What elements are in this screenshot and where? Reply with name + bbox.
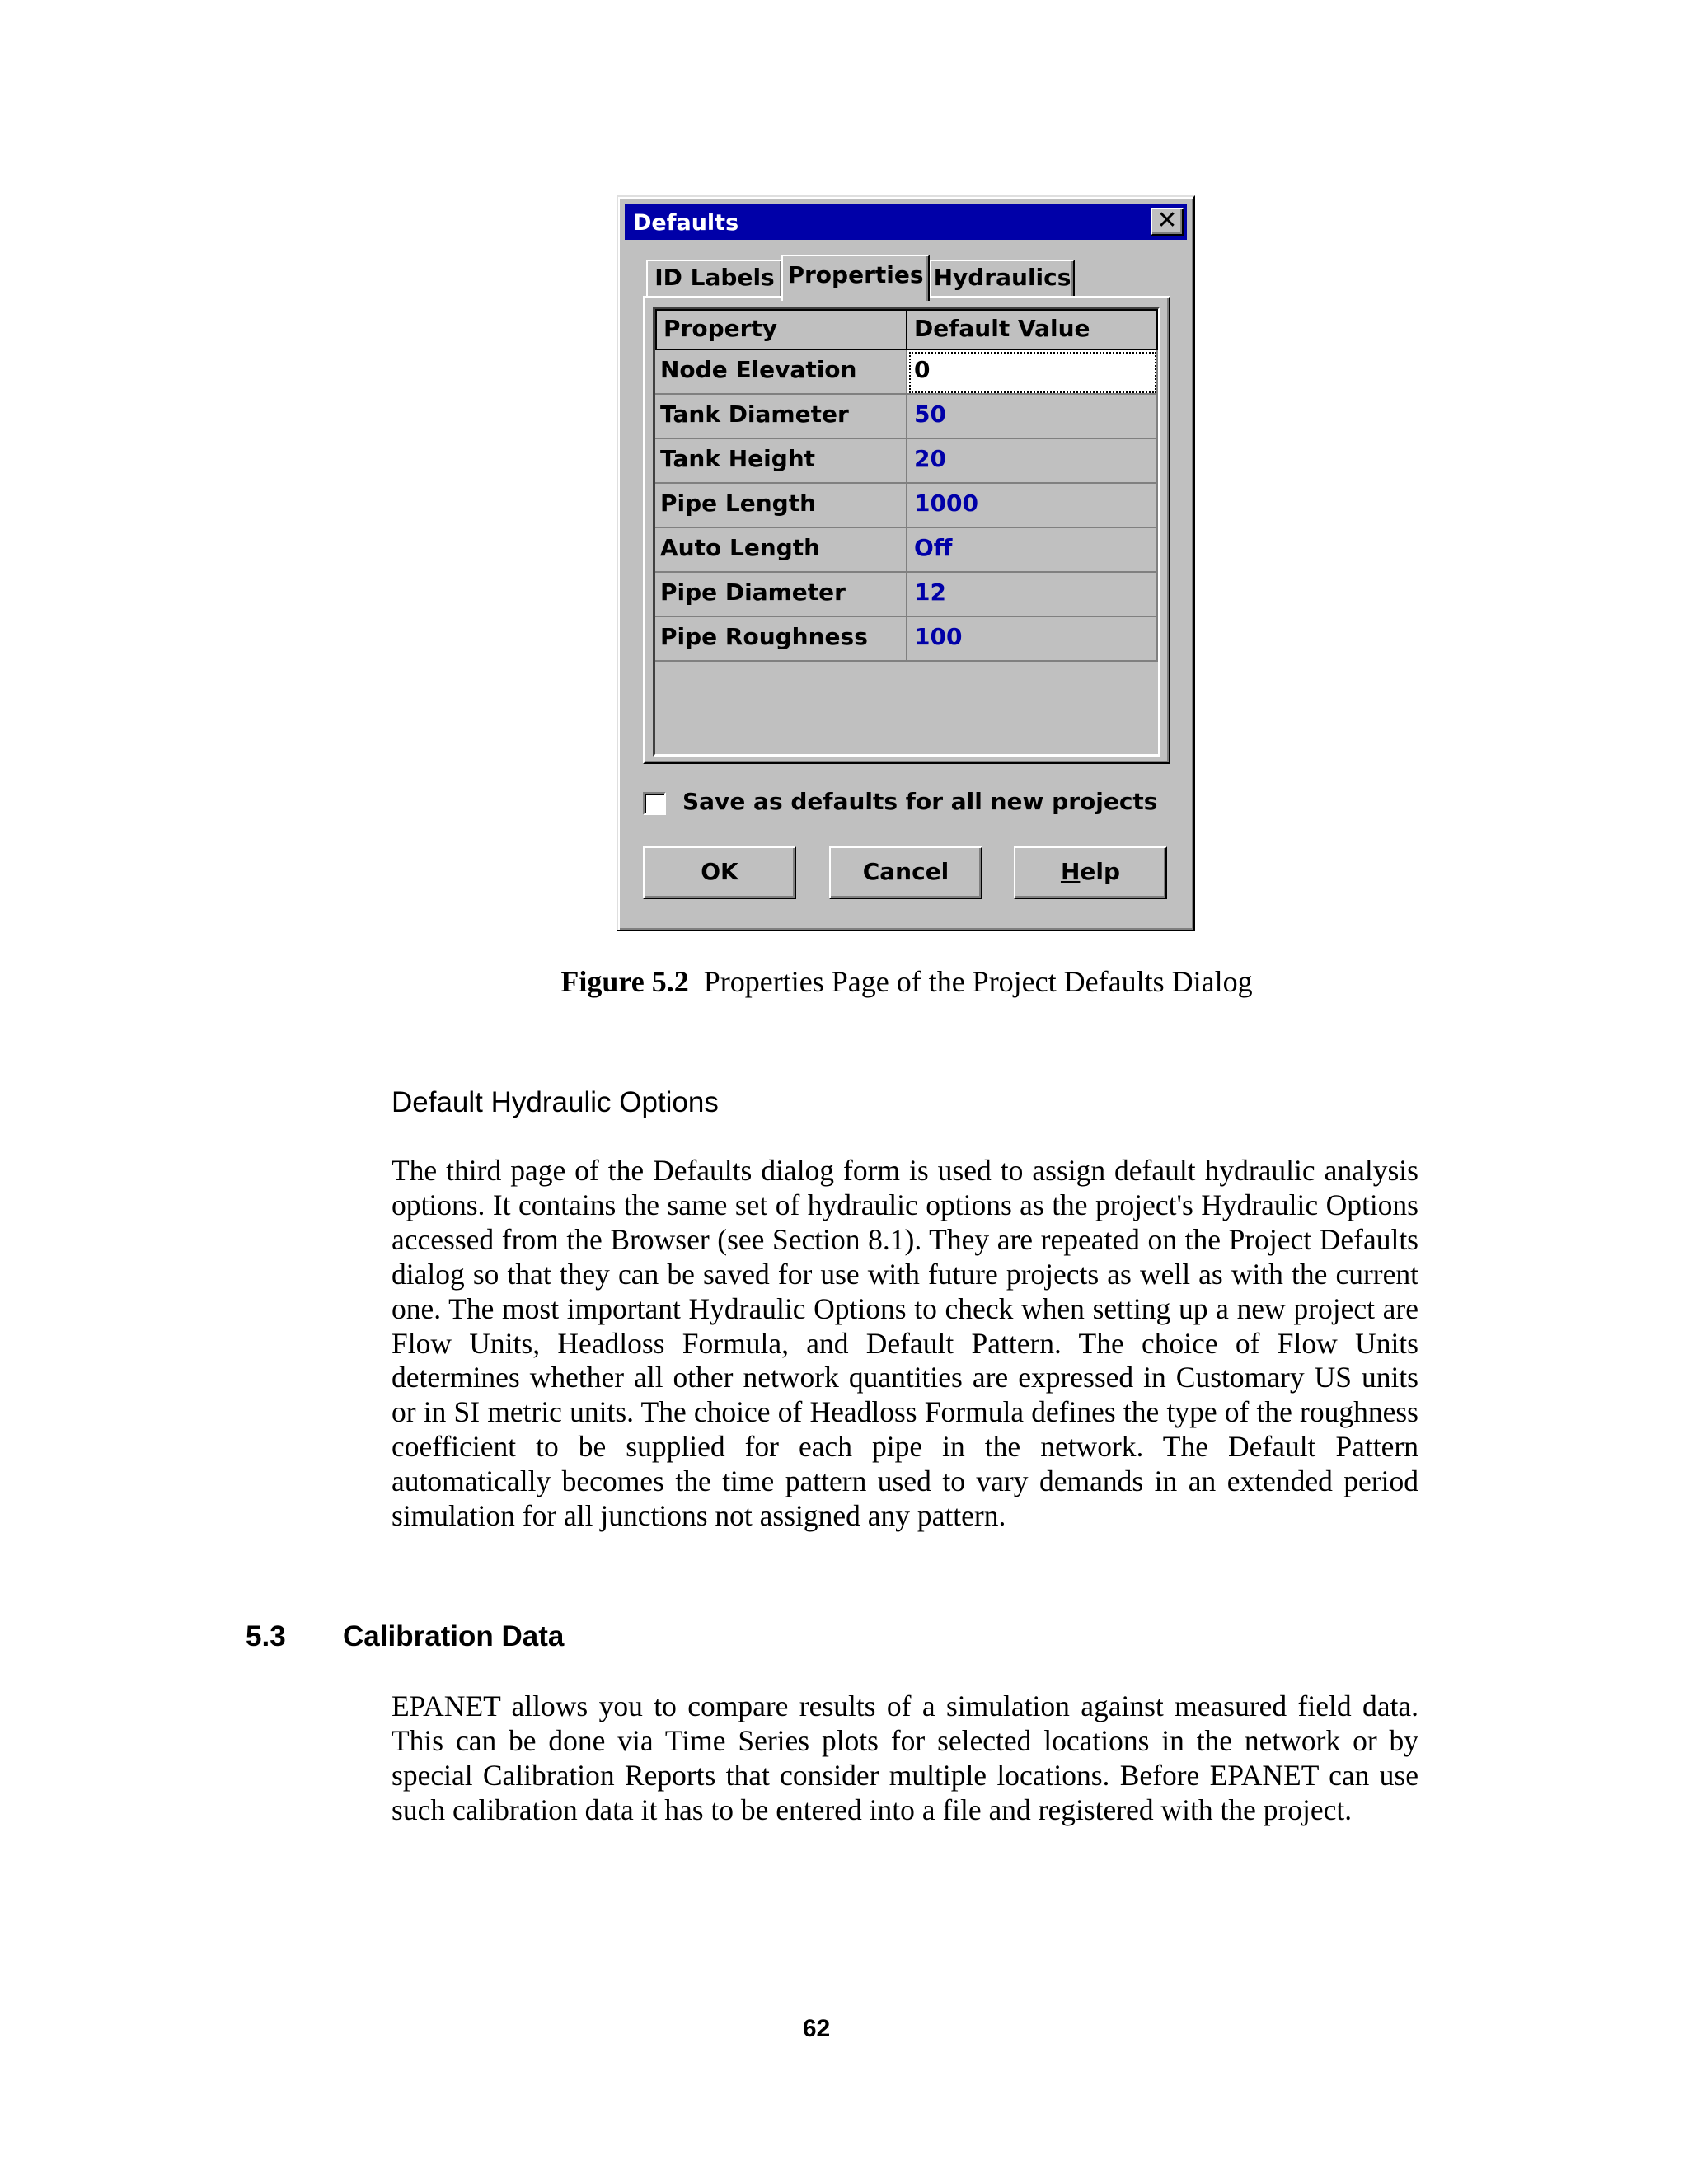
grid-value-auto-length[interactable]: Off bbox=[907, 528, 1158, 573]
save-defaults-label: Save as defaults for all new projects bbox=[682, 788, 1158, 815]
title-bar[interactable] bbox=[625, 204, 1187, 240]
grid-value-node-elevation[interactable]: 0 bbox=[907, 350, 1158, 395]
grid-header-property: Property bbox=[655, 309, 907, 350]
grid-value-tank-diameter[interactable]: 50 bbox=[907, 395, 1158, 439]
dialog-title: Defaults bbox=[633, 210, 739, 236]
help-button[interactable] bbox=[1014, 846, 1167, 899]
page-number: 62 bbox=[802, 2015, 831, 2042]
help-label: elp bbox=[1080, 858, 1121, 885]
section-number: 5.3 bbox=[246, 1620, 286, 1652]
grid-row-property: Node Elevation bbox=[655, 350, 907, 395]
section-title: Calibration Data bbox=[343, 1620, 565, 1652]
grid-value-pipe-diameter[interactable]: 12 bbox=[907, 573, 1158, 617]
figure-caption bbox=[0, 964, 1688, 999]
grid-row-property: Pipe Length bbox=[655, 484, 907, 528]
grid-row-property: Tank Diameter bbox=[655, 395, 907, 439]
figure-caption-text: Properties Page of the Project Defaults Dialog bbox=[703, 965, 1253, 998]
tab-id-labels[interactable]: ID Labels bbox=[646, 260, 783, 298]
tab-properties[interactable]: Properties bbox=[781, 255, 930, 301]
defaults-dialog bbox=[617, 195, 1195, 931]
grid-value-tank-height[interactable]: 20 bbox=[907, 439, 1158, 484]
ok-button[interactable]: OK bbox=[643, 846, 796, 899]
grid-row-property: Pipe Roughness bbox=[655, 617, 907, 662]
paragraph-calibration: EPANET allows you to compare results of a simulation against measured field data. This can be done via Time Series plots for selected locations in the network or by special Calibration Reports that consider multiple locations. Before EPANET can use such calibration data it has to be entered into a file and registered with the project. bbox=[392, 1690, 1418, 1826]
paragraph-hydraulic-options: The third page of the Defaults dialog form is used to assign default hydraulic analysis options. It contains the same set of hydraulic options as the project's Hydraulic Options accessed from the Browser (see Section 8.1). They are repeated on the Project Defaults dialog so that they can be saved for use with future projects as well as with the current one. The most important Hydraulic Options to check when setting up a new project are Flow Units, Headloss Formula, and Default Pattern. The choice of Flow Units determines whether all other network quantities are expressed in Customary US units or in SI metric units. The choice of Headloss Formula defines the type of the roughness coefficient to be supplied for each pipe in the network. The Default Pattern automatically becomes the time pattern used to vary demands in an extended period simulation for all junctions not assigned any pattern. bbox=[392, 1154, 1418, 1533]
figure-number: Figure 5.2 bbox=[560, 965, 689, 998]
grid-row-property: Tank Height bbox=[655, 439, 907, 484]
close-icon[interactable]: ✕ bbox=[1151, 208, 1184, 236]
properties-grid bbox=[653, 307, 1160, 757]
tab-hydraulics[interactable]: Hydraulics bbox=[930, 260, 1075, 298]
grid-header-default-value: Default Value bbox=[906, 309, 1158, 350]
subsection-title: Default Hydraulic Options bbox=[392, 1086, 719, 1118]
cancel-button[interactable]: Cancel bbox=[829, 846, 982, 899]
help-accelerator: H bbox=[1060, 858, 1081, 885]
grid-value-pipe-roughness[interactable]: 100 bbox=[907, 617, 1158, 662]
grid-value-pipe-length[interactable]: 1000 bbox=[907, 484, 1158, 528]
grid-row-property: Auto Length bbox=[655, 528, 907, 573]
grid-row-property: Pipe Diameter bbox=[655, 573, 907, 617]
save-defaults-checkbox[interactable] bbox=[643, 792, 666, 815]
